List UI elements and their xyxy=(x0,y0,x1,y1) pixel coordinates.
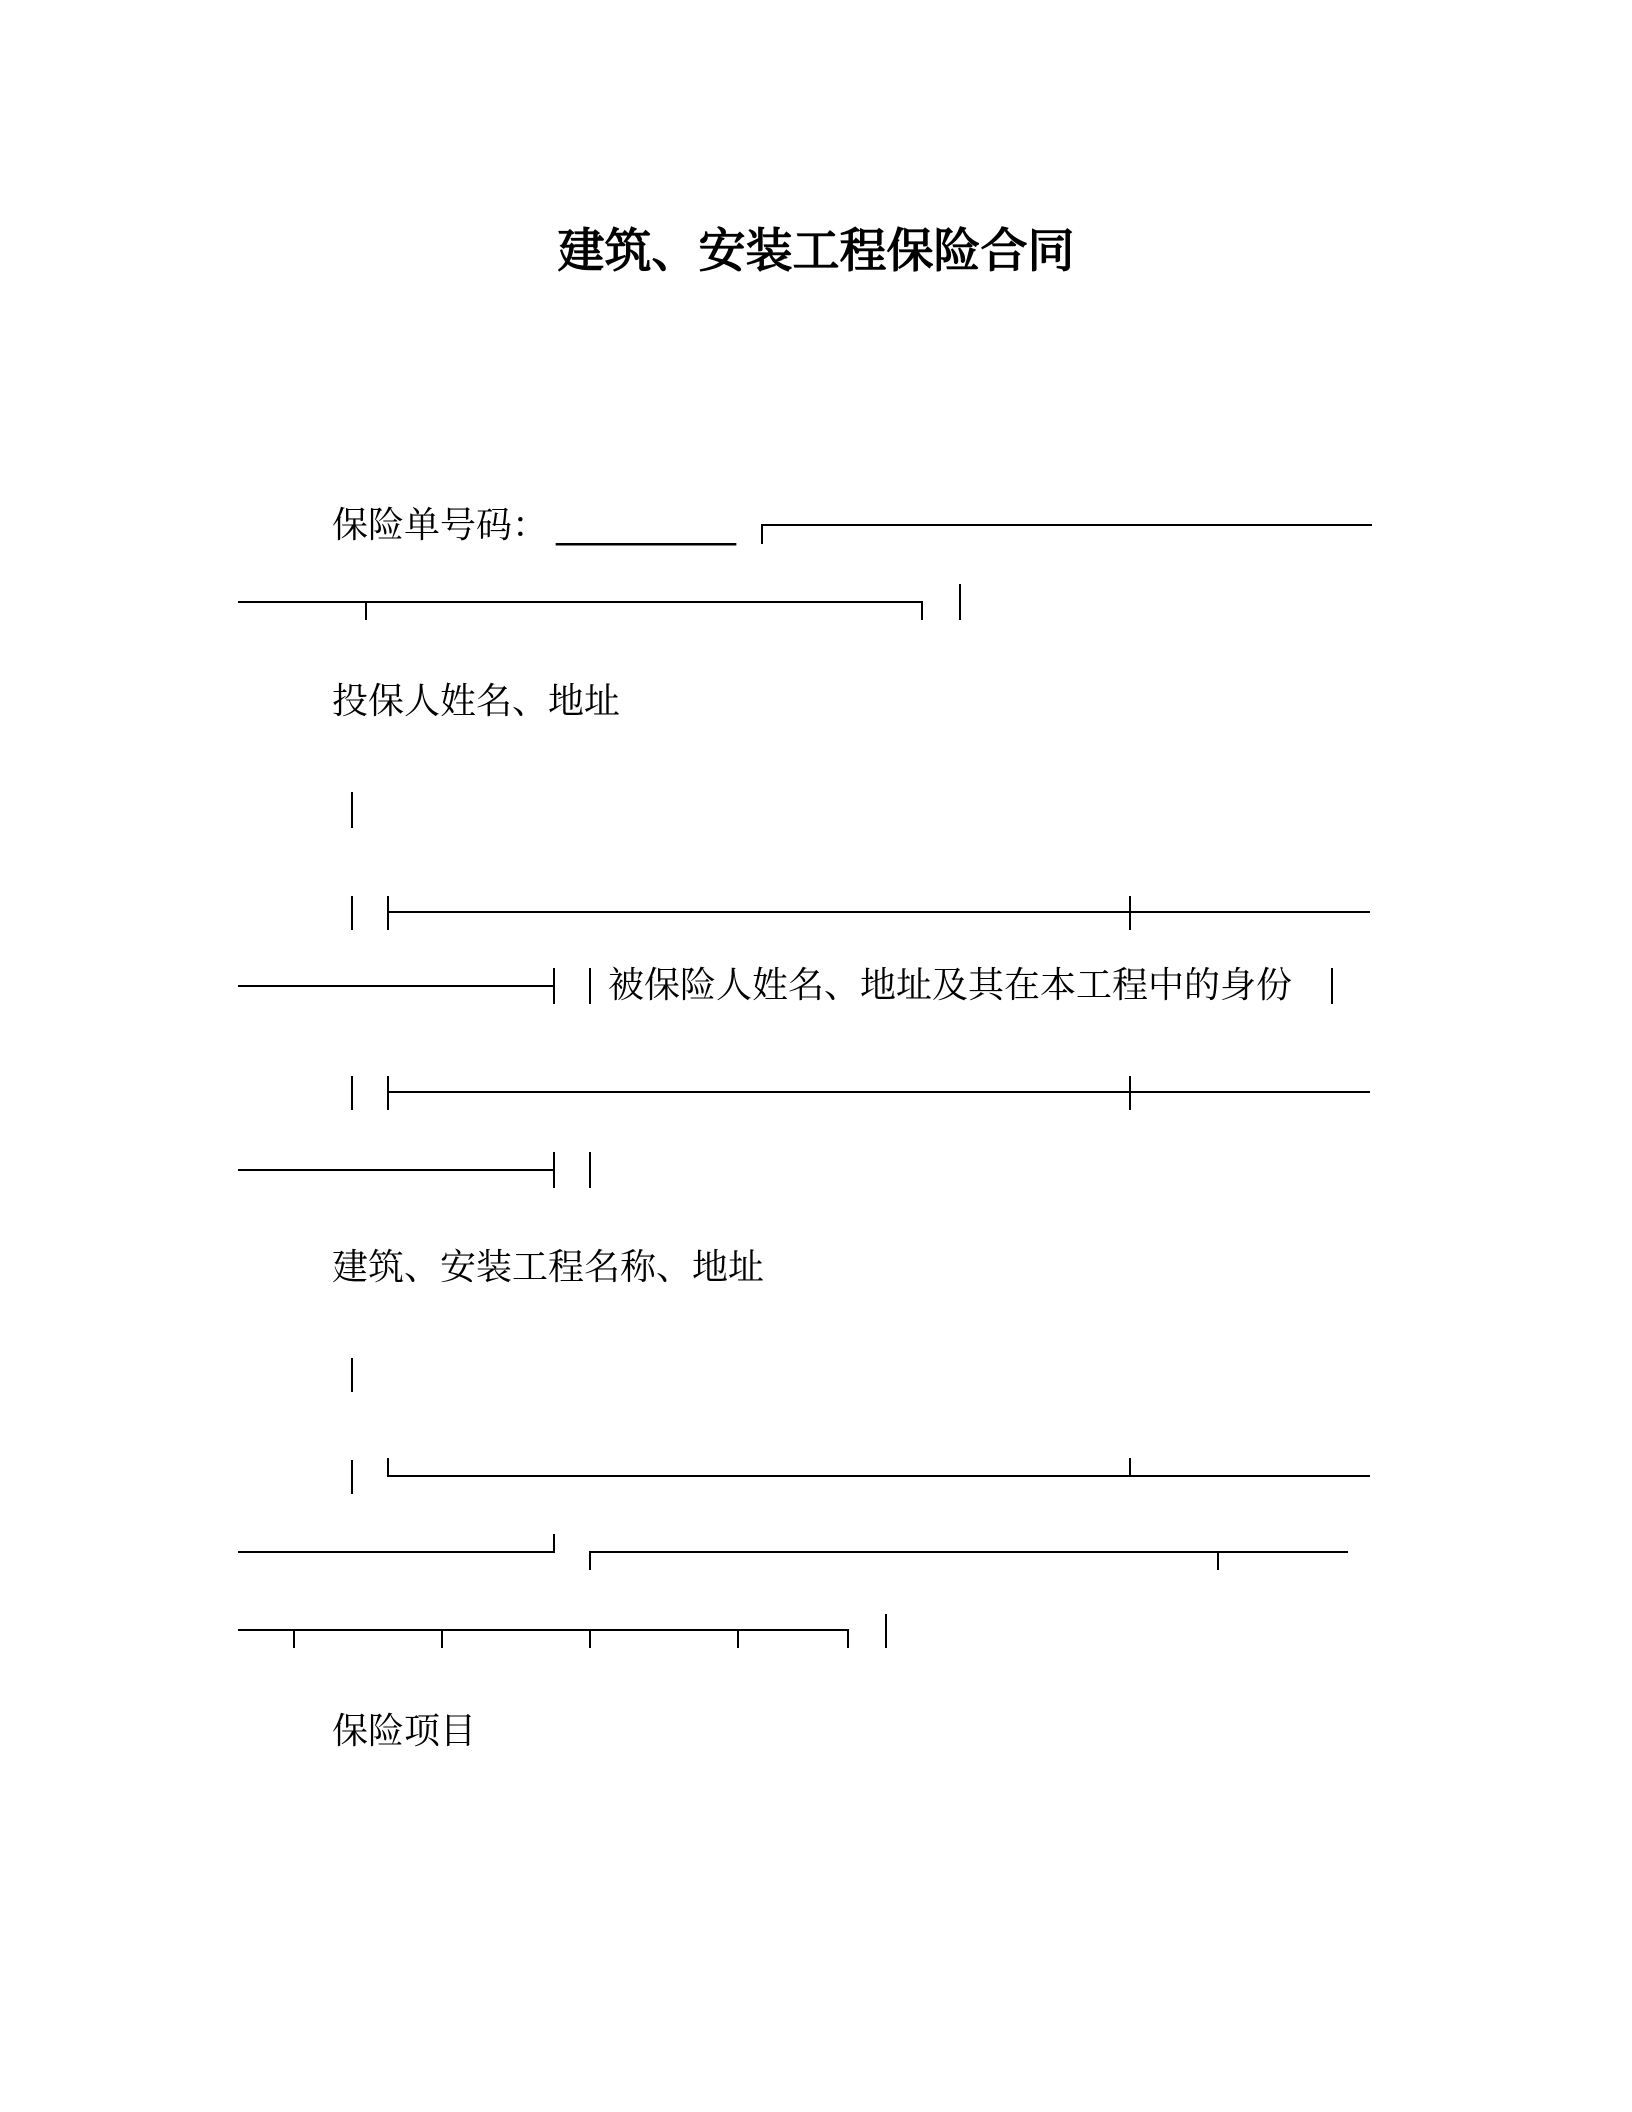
insured-rule-top xyxy=(388,1076,1370,1110)
insured-heading: 被保险人姓名、地址及其在本工程中的身份 xyxy=(608,965,1293,1006)
policy-rule-bottom xyxy=(238,602,922,620)
insured-rule-bottom xyxy=(238,1152,554,1188)
policy-rule-top xyxy=(762,525,1372,544)
policy-number-blank[interactable]: __________ xyxy=(556,505,736,546)
applicant-rule-top xyxy=(388,896,1370,930)
project-heading: 建筑、安装工程名称、地址 xyxy=(332,1247,765,1288)
insurance-items-heading: 保险项目 xyxy=(332,1711,477,1752)
project-rule-mid-right xyxy=(590,1552,1348,1570)
project-rule-mid-left xyxy=(238,1534,554,1552)
applicant-rule-bottom xyxy=(238,968,554,1004)
applicant-heading: 投保人姓名、地址 xyxy=(332,681,621,722)
policy-number-label: 保险单号码： xyxy=(332,505,549,546)
project-rule-bottom xyxy=(238,1630,848,1648)
document-title: 建筑、安装工程保险合同 xyxy=(557,224,1075,279)
project-rule-top xyxy=(388,1458,1370,1476)
